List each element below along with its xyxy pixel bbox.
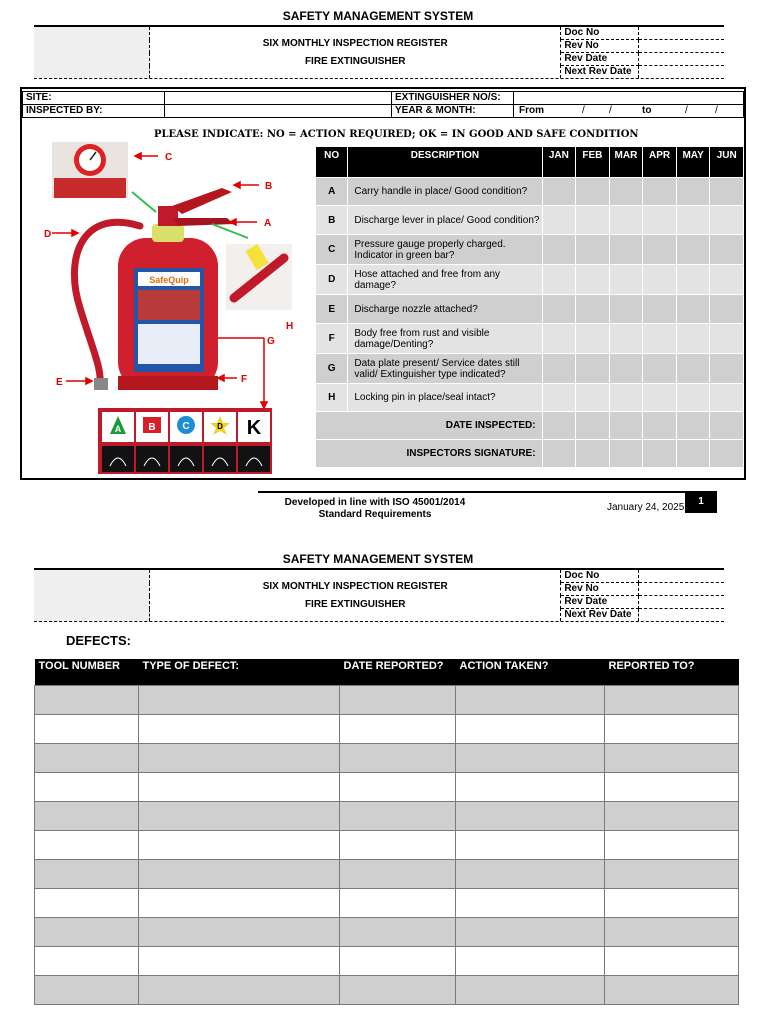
cell[interactable] [340, 744, 456, 773]
instruction-text: PLEASE INDICATE: NO = ACTION REQUIRED; OK = IN GOOD AND SAFE CONDITION [154, 129, 639, 140]
checklist-row [316, 354, 744, 384]
class-k-icon: K [246, 417, 262, 439]
cell[interactable] [456, 860, 605, 889]
item-no: E [316, 295, 348, 324]
cell[interactable] [456, 802, 605, 831]
cell[interactable] [139, 802, 340, 831]
cell[interactable] [456, 773, 605, 802]
table-row [35, 831, 739, 860]
item-no: C [316, 235, 348, 265]
cell[interactable] [605, 744, 739, 773]
svg-text:B: B [148, 422, 156, 433]
cell[interactable] [605, 802, 739, 831]
rev-date-label: Rev Date [561, 53, 639, 66]
cell[interactable] [139, 889, 340, 918]
month-cell[interactable] [710, 178, 744, 206]
month-cell[interactable] [542, 235, 576, 265]
cell[interactable] [139, 715, 340, 744]
footer-date: January 24, 2025 [607, 502, 685, 513]
month-cell[interactable] [676, 206, 710, 235]
month-cell[interactable] [710, 206, 744, 235]
month-cell[interactable] [576, 384, 610, 412]
month-cell[interactable] [710, 235, 744, 265]
item-no: G [316, 354, 348, 384]
date-inspected-label: DATE INSPECTED: [316, 412, 543, 440]
table-row [35, 744, 739, 773]
month-cell[interactable] [710, 324, 744, 354]
table-row [35, 802, 739, 831]
month-cell[interactable] [710, 354, 744, 384]
table-row [35, 686, 739, 715]
cell[interactable] [340, 831, 456, 860]
cell[interactable] [456, 744, 605, 773]
month-cell[interactable] [542, 324, 576, 354]
checklist-row [316, 265, 744, 295]
callout-a: A [264, 218, 272, 229]
cell[interactable] [456, 918, 605, 947]
doc-header [34, 25, 724, 79]
month-cell[interactable] [643, 324, 677, 354]
footer-developed: Developed in line with ISO 45001/2014 Standard Requirements [284, 497, 466, 520]
date-inspected-row [316, 412, 744, 440]
cell[interactable] [605, 947, 739, 976]
month-cell[interactable] [643, 295, 677, 324]
month-cell[interactable] [643, 384, 677, 412]
cell[interactable] [139, 947, 340, 976]
cell[interactable] [340, 773, 456, 802]
checklist-row [316, 384, 744, 412]
col-month-header: FEB [576, 147, 610, 178]
checklist-row [316, 178, 744, 206]
month-cell[interactable] [676, 265, 710, 295]
month-cell[interactable] [576, 235, 610, 265]
cell[interactable] [139, 860, 340, 889]
callout-c: C [165, 152, 173, 163]
date-cell[interactable] [710, 412, 744, 440]
date-cell[interactable] [643, 412, 677, 440]
rev-no-label: Rev No [561, 40, 639, 53]
callout-g: G [267, 336, 275, 347]
month-cell[interactable] [576, 265, 610, 295]
month-cell[interactable] [643, 265, 677, 295]
item-no: A [316, 178, 348, 206]
month-cell[interactable] [542, 384, 576, 412]
logo-area [34, 570, 150, 621]
to-label: to [642, 105, 652, 116]
cell[interactable] [139, 831, 340, 860]
month-cell[interactable] [609, 384, 643, 412]
month-cell[interactable] [676, 354, 710, 384]
col-month-header: APR [643, 147, 677, 178]
col-month-header: MAY [676, 147, 710, 178]
extinguisher-no-label: EXTINGUISHER NO/S: [392, 92, 514, 105]
month-cell[interactable] [576, 324, 610, 354]
cell[interactable] [605, 715, 739, 744]
date-cell[interactable] [676, 412, 710, 440]
register-title: SIX MONTHLY INSPECTION REGISTER [262, 580, 448, 592]
item-no: H [316, 384, 348, 412]
cell[interactable] [340, 947, 456, 976]
cell[interactable] [605, 918, 739, 947]
register-subtitle: FIRE EXTINGUISHER [304, 55, 406, 67]
month-cell[interactable] [676, 178, 710, 206]
month-cell[interactable] [576, 354, 610, 384]
site-field[interactable] [165, 92, 392, 105]
cell[interactable] [35, 860, 139, 889]
col-description-header: DESCRIPTION [348, 147, 542, 178]
table-row [35, 947, 739, 976]
callout-h: H [286, 321, 294, 332]
cell[interactable] [605, 773, 739, 802]
table-row [35, 715, 739, 744]
signature-cell[interactable] [643, 440, 677, 468]
cell[interactable] [139, 744, 340, 773]
col-month-header: JUN [710, 147, 744, 178]
signature-row [316, 440, 744, 468]
col-month-header: JAN [542, 147, 576, 178]
month-cell[interactable] [643, 178, 677, 206]
date-cell[interactable] [609, 412, 643, 440]
month-cell[interactable] [576, 295, 610, 324]
signature-cell[interactable] [710, 440, 744, 468]
cell[interactable] [139, 976, 340, 1005]
signature-label: INSPECTORS SIGNATURE: [316, 440, 543, 468]
doc-no-label: Doc No [561, 27, 639, 40]
item-no: F [316, 324, 348, 354]
cell[interactable] [35, 976, 139, 1005]
cell[interactable] [340, 889, 456, 918]
month-cell[interactable] [542, 206, 576, 235]
next-rev-date-field[interactable] [639, 66, 724, 79]
month-cell[interactable] [676, 295, 710, 324]
nozzle [94, 378, 108, 390]
fire-class-panel [98, 408, 272, 474]
next-rev-date-label: Next Rev Date [561, 609, 639, 622]
item-description: Carry handle in place/ Good condition? [348, 178, 542, 206]
inspected-by-field[interactable] [165, 105, 392, 118]
year-month-field[interactable]: From / / to / / [514, 105, 744, 118]
cell[interactable] [139, 686, 340, 715]
rev-date-field[interactable] [639, 53, 724, 66]
cell[interactable] [35, 831, 139, 860]
month-cell[interactable] [643, 206, 677, 235]
item-description: Discharge nozzle attached? [348, 295, 542, 324]
rev-no-label: Rev No [561, 583, 639, 596]
item-description: Locking pin in place/seal intact? [348, 384, 542, 412]
signature-cell[interactable] [609, 440, 643, 468]
svg-text:C: C [182, 421, 190, 432]
year-month-label: YEAR & MONTH: [392, 105, 514, 118]
carry-handle [172, 188, 232, 214]
cell[interactable] [35, 773, 139, 802]
rev-no-field[interactable] [639, 40, 724, 53]
cell[interactable] [605, 889, 739, 918]
checklist-row [316, 324, 744, 354]
doc-header-2 [34, 568, 724, 622]
next-rev-date-label: Next Rev Date [561, 66, 639, 79]
month-cell[interactable] [676, 324, 710, 354]
col-date-reported: DATE REPORTED? [340, 659, 456, 686]
extinguisher-no-field[interactable] [514, 92, 744, 105]
cell[interactable] [456, 686, 605, 715]
month-cell[interactable] [710, 384, 744, 412]
cell[interactable] [139, 918, 340, 947]
item-no: D [316, 265, 348, 295]
locking-pin-photo [226, 244, 292, 310]
month-cell[interactable] [643, 354, 677, 384]
col-type-of-defect: TYPE OF DEFECT: [139, 659, 340, 686]
item-description: Discharge lever in place/ Good condition? [348, 206, 542, 235]
cell[interactable] [35, 744, 139, 773]
cell[interactable] [340, 686, 456, 715]
month-cell[interactable] [609, 265, 643, 295]
signature-cell[interactable] [676, 440, 710, 468]
month-cell[interactable] [609, 354, 643, 384]
item-description: Data plate present/ Service dates still valid/ Extinguisher type indicated? [348, 354, 542, 384]
signature-cell[interactable] [542, 440, 576, 468]
callout-e: E [56, 377, 63, 388]
cell[interactable] [340, 860, 456, 889]
month-cell[interactable] [643, 235, 677, 265]
brand-label: SafeQuip [149, 275, 189, 285]
from-label: From [519, 105, 544, 116]
date-cell[interactable] [542, 412, 576, 440]
cell[interactable] [605, 976, 739, 1005]
col-tool-number: TOOL NUMBER [35, 659, 139, 686]
callout-f: F [241, 374, 248, 385]
cell[interactable] [35, 918, 139, 947]
site-label: SITE: [23, 92, 165, 105]
register-title: SIX MONTHLY INSPECTION REGISTER [262, 37, 448, 49]
item-description: Pressure gauge properly charged. Indicator in green bar? [348, 235, 542, 265]
table-row [35, 918, 739, 947]
cell[interactable] [35, 889, 139, 918]
cell[interactable] [340, 802, 456, 831]
cell[interactable] [605, 686, 739, 715]
callout-b: B [265, 181, 273, 192]
month-cell[interactable] [609, 295, 643, 324]
table-row [35, 773, 739, 802]
rev-no-field[interactable] [639, 583, 724, 596]
cell[interactable] [456, 715, 605, 744]
month-cell[interactable] [676, 384, 710, 412]
checklist-row [316, 206, 744, 235]
cell[interactable] [456, 889, 605, 918]
col-action-taken: ACTION TAKEN? [456, 659, 605, 686]
month-cell[interactable] [576, 178, 610, 206]
table-row [35, 860, 739, 889]
logo-area [34, 27, 150, 78]
cell[interactable] [456, 976, 605, 1005]
cell[interactable] [605, 860, 739, 889]
cell[interactable] [340, 918, 456, 947]
month-cell[interactable] [676, 235, 710, 265]
register-subtitle: FIRE EXTINGUISHER [304, 598, 406, 610]
cell[interactable] [605, 831, 739, 860]
rev-date-label: Rev Date [561, 596, 639, 609]
next-rev-date-field[interactable] [639, 609, 724, 622]
month-cell[interactable] [609, 324, 643, 354]
svg-text:D: D [217, 422, 223, 431]
month-cell[interactable] [542, 295, 576, 324]
month-cell[interactable] [710, 295, 744, 324]
cell[interactable] [139, 773, 340, 802]
table-row [35, 889, 739, 918]
month-cell[interactable] [542, 178, 576, 206]
col-month-header: MAR [609, 147, 643, 178]
table-row [35, 976, 739, 1005]
discharge-lever [174, 218, 234, 226]
cell[interactable] [456, 831, 605, 860]
doc-no-field[interactable] [639, 570, 724, 583]
item-no: B [316, 206, 348, 235]
signature-cell[interactable] [576, 440, 610, 468]
svg-text:A: A [114, 424, 122, 434]
month-cell[interactable] [710, 265, 744, 295]
defects-title: DEFECTS: [66, 633, 131, 648]
month-cell[interactable] [609, 235, 643, 265]
item-description: Body free from rust and visible damage/Denting? [348, 324, 542, 354]
checklist-row [316, 295, 744, 324]
page-number: 1 [685, 491, 717, 513]
month-cell[interactable] [609, 178, 643, 206]
checklist-table [315, 146, 744, 468]
cell[interactable] [35, 686, 139, 715]
col-no-header: NO [316, 147, 348, 178]
system-title: SAFETY MANAGEMENT SYSTEM [282, 9, 474, 23]
cell[interactable] [35, 802, 139, 831]
footer-rule [258, 491, 686, 493]
item-description: Hose attached and free from any damage? [348, 265, 542, 295]
checklist-row [316, 235, 744, 265]
col-reported-to: REPORTED TO? [605, 659, 739, 686]
defects-table [34, 659, 739, 1005]
cell[interactable] [340, 976, 456, 1005]
rev-date-field[interactable] [639, 596, 724, 609]
month-cell[interactable] [609, 206, 643, 235]
doc-no-field[interactable] [639, 27, 724, 40]
inspected-by-label: INSPECTED BY: [23, 105, 165, 118]
cell[interactable] [456, 947, 605, 976]
doc-no-label: Doc No [561, 570, 639, 583]
month-cell[interactable] [542, 354, 576, 384]
month-cell[interactable] [542, 265, 576, 295]
fire-extinguisher-illustration [22, 138, 314, 476]
system-title-2: SAFETY MANAGEMENT SYSTEM [282, 552, 474, 566]
cell[interactable] [340, 715, 456, 744]
date-cell[interactable] [576, 412, 610, 440]
cell[interactable] [35, 715, 139, 744]
callout-d: D [44, 229, 52, 240]
cell[interactable] [35, 947, 139, 976]
month-cell[interactable] [576, 206, 610, 235]
pressure-gauge-photo [52, 142, 128, 198]
